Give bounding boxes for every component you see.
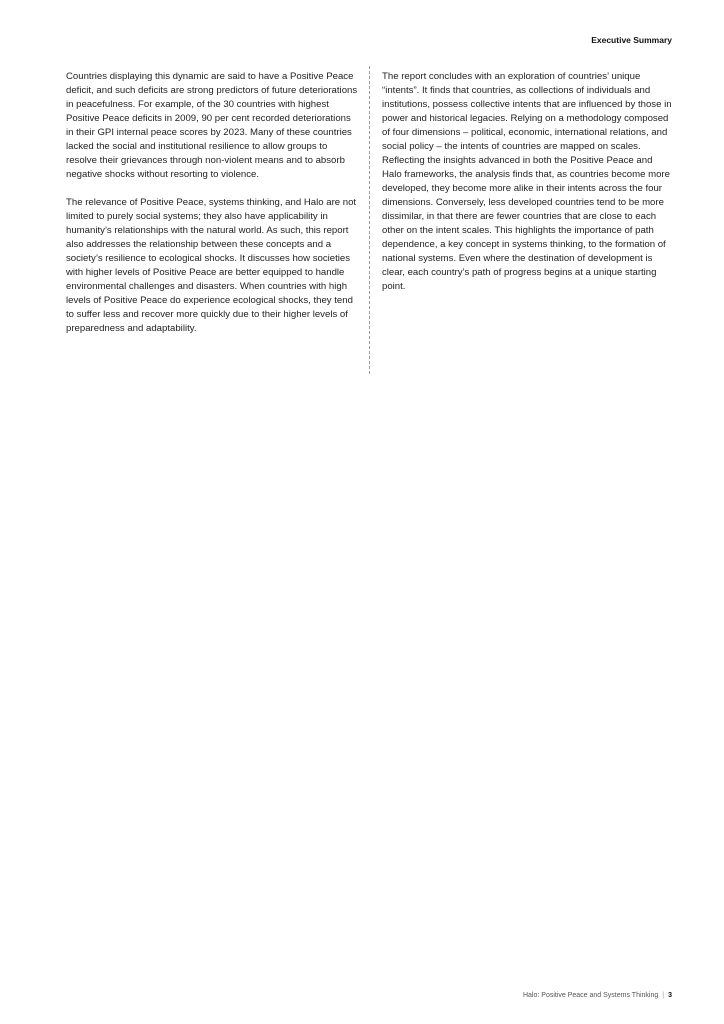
footer-separator: |: [662, 992, 665, 999]
body-paragraph: The report concludes with an exploration of countries’ unique “intents”. It finds that countries, as collections of individuals and institutions, possess collective intents that are influenced by those in power and historical legacies. Relying on a methodology composed of four dimensions – political, economic, international relations, and social policy – the intents of countries are mapped on scales. Reflecting the insights advanced in both the Positive Peace and Halo frameworks, the analysis finds that, as countries become more developed, they become more alike in their intents across the four dimensions. Conversely, less developed countries tend to be more dissimilar, in that there are fewer countries that are close to each other on the intent scales. This highlights the importance of path dependence, a key concept in systems thinking, to the formation of national systems. Even where the destination of development is clear, each country’s path of progress begins at a unique starting point.: [382, 71, 672, 292]
left-column: [66, 70, 358, 350]
page-number: 3: [668, 992, 672, 999]
running-footer: [523, 992, 672, 999]
body-paragraph: Countries displaying this dynamic are said to have a Positive Peace deficit, and such deficits are strong predictors of future deteriorations in peacefulness. For example, of the 30 countries with highest Positive Peace deficits in 2009, 90 per cent recorded deteriorations in their GPI internal peace scores by 2023. Many of these countries lacked the social and institutional resilience to allow groups to resolve their grievances through non-violent means and to absorb negative shocks without resorting to violence.: [66, 71, 358, 180]
right-column: [382, 70, 674, 308]
column-divider: [369, 66, 370, 374]
publication-title: Halo: Positive Peace and Systems Thinking: [522, 992, 659, 999]
running-header: Executive Summary: [591, 35, 672, 45]
body-paragraph: The relevance of Positive Peace, systems thinking, and Halo are not limited to purely social systems; they also have applicability in humanity’s relationships with the natural world. As such, this report also addresses the relationship between these concepts and a society’s resilience to ecological shocks. It discusses how societies with higher levels of Positive Peace are better equipped to handle environmental challenges and disasters. When countries with high levels of Positive Peace do experience ecological shocks, they tend to suffer less and recover more quickly due to their higher levels of preparedness and adaptability.: [66, 197, 357, 334]
